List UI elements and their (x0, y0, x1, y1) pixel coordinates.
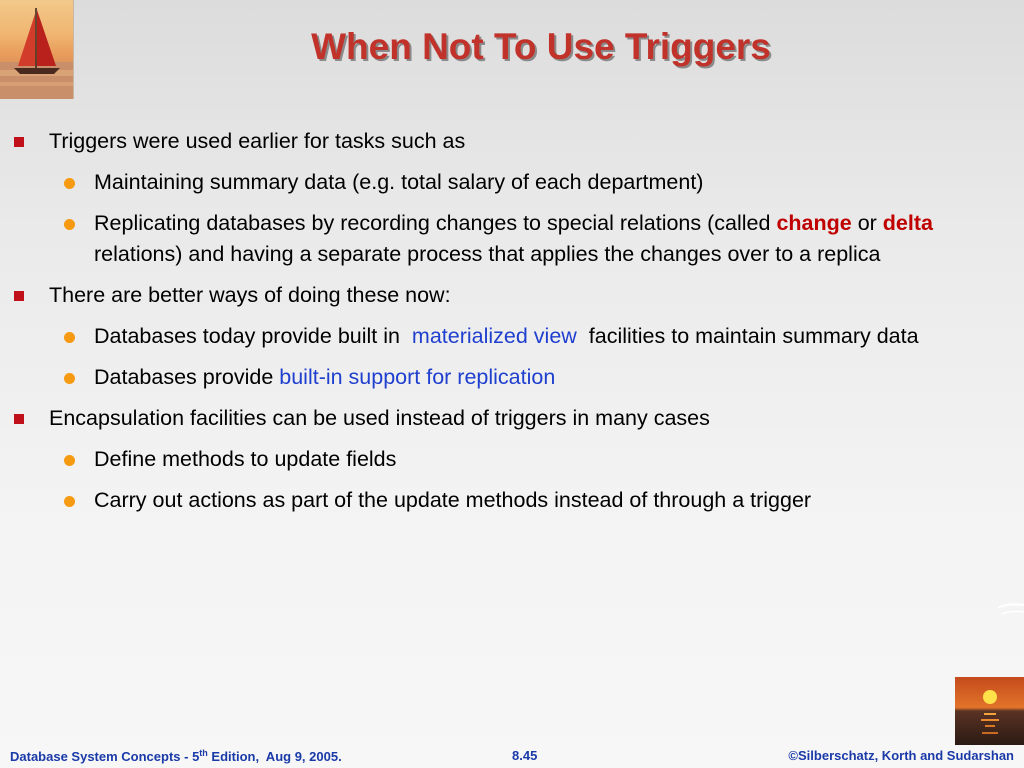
bullet-text: There are better ways of doing these now: (49, 283, 451, 307)
square-bullet-icon (14, 414, 24, 424)
sub-bullet-text: Databases provide (94, 365, 280, 389)
footer-copyright: ©Silberschatz, Korth and Sudarshan (788, 748, 1014, 763)
sub-bullet-text: relations) and having a separate process that applies the changes over to a replica (94, 242, 881, 266)
sub-bullet-text: facilities to maintain summary data (576, 324, 919, 348)
square-bullet-icon (14, 291, 24, 301)
keyword-change: change (776, 211, 852, 235)
bullet-item (0, 126, 1024, 157)
round-bullet-icon (64, 219, 75, 230)
keyword-replication-support: built-in support for replication (279, 365, 556, 389)
slide-title: When Not To Use Triggers (311, 26, 771, 67)
sub-bullet-item (0, 321, 1024, 352)
sub-bullet-item (0, 167, 1024, 198)
footer-edition-sup: th (199, 748, 208, 758)
footer-page-number: 8.45 (512, 748, 538, 763)
round-bullet-icon (64, 496, 75, 507)
round-bullet-icon (64, 455, 75, 466)
footer (0, 744, 1024, 768)
sub-bullet-text: Carry out actions as part of the update methods instead of through a trigger (94, 488, 812, 512)
round-bullet-icon (64, 373, 75, 384)
round-bullet-icon (64, 332, 75, 343)
sub-bullet-text: Databases today provide built in (94, 324, 412, 348)
keyword-delta: delta (882, 211, 933, 235)
sub-bullet-text: Define methods to update fields (94, 447, 397, 471)
footer-edition-prefix: Database System Concepts - 5 (10, 749, 200, 764)
sub-bullet-item (0, 444, 1024, 475)
footer-edition-suffix: Edition, Aug 9, 2005. (207, 749, 342, 764)
sub-bullet-item (0, 362, 1024, 393)
slide-body (0, 126, 1024, 526)
footer-edition (10, 748, 342, 764)
sub-bullet-text: or (851, 211, 883, 235)
round-bullet-icon (64, 178, 75, 189)
sub-bullet-item (0, 485, 1024, 516)
sub-bullet-item (0, 208, 1024, 270)
keyword-materialized-view: materialized view (411, 324, 577, 348)
bullet-text: Encapsulation facilities can be used instead of triggers in many cases (49, 406, 710, 430)
bullet-text: Triggers were used earlier for tasks such as (49, 129, 466, 153)
square-bullet-icon (14, 137, 24, 147)
sunset-image (955, 677, 1024, 745)
wave-decoration-icon (998, 602, 1024, 616)
sub-bullet-text: Maintaining summary data (e.g. total salary of each department) (94, 170, 704, 194)
sub-bullet-text: Replicating databases by recording changes to special relations (called (94, 211, 777, 235)
bullet-item (0, 403, 1024, 434)
bullet-item (0, 280, 1024, 311)
